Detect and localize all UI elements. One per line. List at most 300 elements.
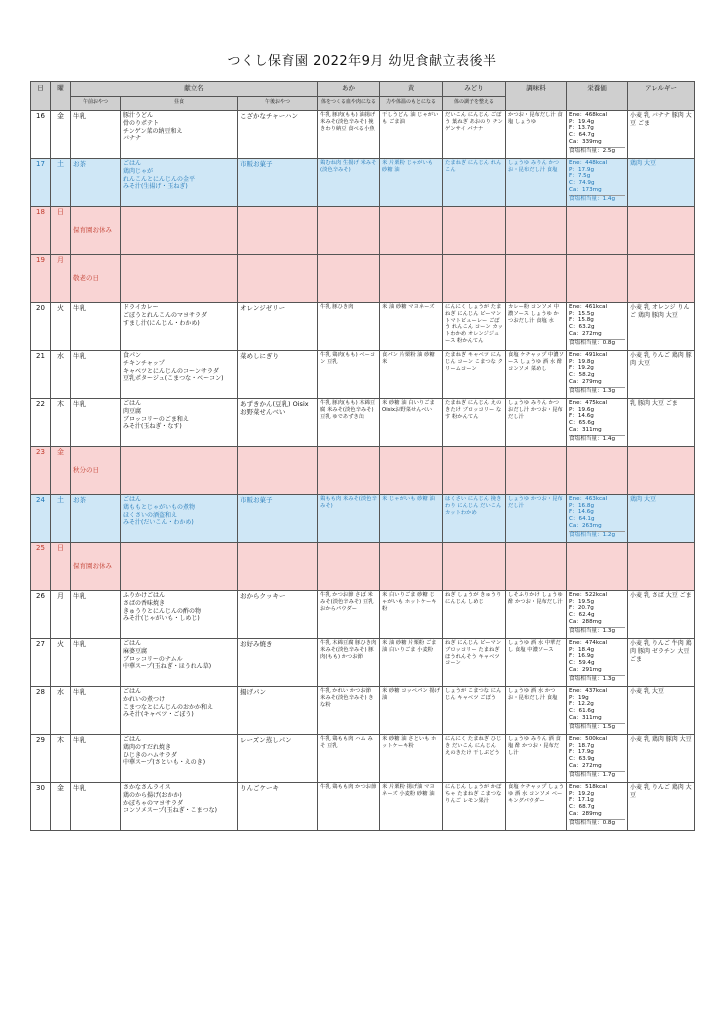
lunch-cell: [121, 399, 238, 447]
nutrition-value: P：19.6g: [569, 406, 595, 413]
nutrition-value: F：12.2g: [569, 701, 594, 708]
dow-cell: 日: [51, 543, 71, 591]
empty-cell: [318, 207, 380, 255]
day-cell: 21: [31, 351, 51, 399]
nutrition-value: Ene：437kcal: [569, 688, 608, 694]
empty-cell: [121, 543, 238, 591]
empty-cell: [238, 447, 318, 495]
lunch-item: きゅうりとにんじんの酢の物: [123, 607, 202, 615]
ki-cell: 干しうどん 油 じゃがいも ごま油: [380, 111, 443, 159]
ki-cell: 米 白いりごま 砂糖 じゃがいも ホットケーキ粉: [380, 591, 443, 639]
empty-cell: [506, 447, 567, 495]
aka-cell: 牛乳 鶏もも肉 かつお節: [318, 783, 380, 831]
empty-cell: [318, 543, 380, 591]
allergy-cell: 小麦 乳 りんご 鶏肉 大豆: [628, 783, 695, 831]
header-aka: あか: [318, 82, 380, 97]
nutrition-cell: [567, 303, 628, 351]
am-snack-cell: 牛乳: [71, 399, 121, 447]
day-cell: 17: [31, 159, 51, 207]
seasoning-cell: カレー粉 コンソメ 中濃ソース しょうゆ かつおだし汁 食塩 水: [506, 303, 567, 351]
empty-cell: [318, 255, 380, 303]
allergy-cell: 小麦 乳 りんご 牛肉 鶏肉 豚肉 ゼラチン 大豆 ごま: [628, 639, 695, 687]
lunch-item: ごはん: [123, 400, 142, 407]
salt-value: 食塩相当量：1.3g: [569, 387, 625, 395]
nutrition-value: Ene：475kcal: [569, 400, 608, 406]
header-midori: みどり: [443, 82, 506, 97]
empty-cell: [380, 207, 443, 255]
nutrition-value: P：15.5g: [569, 310, 595, 317]
empty-cell: [506, 543, 567, 591]
nutrition-value: C：74.9g: [569, 180, 595, 187]
salt-value: 食塩相当量：0.8g: [569, 339, 625, 347]
lunch-item: ひじきのハムサラダ: [123, 751, 177, 759]
aka-cell: 牛乳 鶏もも肉 ハム みそ 豆乳: [318, 735, 380, 783]
header-allergy: アレルギー: [628, 82, 695, 111]
nutrition-cell: [567, 351, 628, 399]
allergy-cell: 小麦 乳 さば 大豆 ごま: [628, 591, 695, 639]
nutrition-value: F：16.9g: [569, 653, 594, 660]
nutrition-value: C：65.6g: [569, 420, 595, 427]
lunch-item: ごはん: [123, 688, 142, 695]
day-cell: 30: [31, 783, 51, 831]
page-title: つくし保育園 2022年9月 幼児食献立表後半: [227, 54, 497, 69]
midori-cell: だいこん にんじん ごぼう 葉ねぎ あおのり チンゲンサイ バナナ: [443, 111, 506, 159]
allergy-cell: 小麦 乳 鶏肉 豚肉 大豆: [628, 735, 695, 783]
header-day: 日: [31, 82, 51, 111]
lunch-item: ごはん: [123, 736, 142, 743]
salt-value: 食塩相当量：1.4g: [569, 435, 625, 443]
salt-value: 食塩相当量：1.4g: [569, 195, 625, 203]
table-row: [31, 639, 695, 687]
pm-snack-cell: レーズン蒸しパン: [238, 735, 318, 783]
nutrition-value: F：7.5g: [569, 173, 591, 180]
table-row: [31, 111, 695, 159]
nutrition-value: Ca：311mg: [569, 714, 602, 721]
nutrition-value: Ca：272mg: [569, 762, 602, 769]
lunch-item: ブロッコリーのナムル: [123, 655, 183, 663]
nutrition-value: Ene：474kcal: [569, 640, 608, 646]
ki-cell: 米 片栗粉 揚げ油 マヨネーズ 小麦粉 砂糖 油: [380, 783, 443, 831]
dow-cell: 火: [51, 639, 71, 687]
day-cell: 18: [31, 207, 51, 255]
nutrition-value: P：18.4g: [569, 646, 595, 653]
lunch-item: 麻婆豆腐: [123, 647, 148, 655]
am-snack-cell: 牛乳: [71, 111, 121, 159]
aka-cell: 牛乳 木綿豆腐 豚ひき肉 米みそ(淡色辛みそ) 豚肉(もも) かつお節: [318, 639, 380, 687]
seasoning-cell: しょうゆ みりん かつお・昆布だし汁 食塩: [506, 159, 567, 207]
header-lunch: 昼食: [121, 97, 238, 111]
header-ki-sub: 力や体温のもとになる: [380, 97, 443, 111]
lunch-item: みそ汁(キャベツ・ごぼう): [123, 711, 194, 719]
header-aka-sub: 体をつくる血や肉になる: [318, 97, 380, 111]
header-menu-name: 献立名: [71, 82, 318, 97]
lunch-item: チキンチャップ: [123, 359, 165, 367]
pm-snack-cell: おからクッキー: [238, 591, 318, 639]
am-snack-cell: 牛乳: [71, 687, 121, 735]
midori-cell: はくさい にんじん 挽きわり にんじん だいこん カットわかめ: [443, 495, 506, 543]
empty-cell: [443, 543, 506, 591]
am-snack-cell: お茶: [71, 159, 121, 207]
header-midori-sub: 体の調子を整える: [443, 97, 506, 111]
lunch-item: 豆乳ポタージュ(こまつな・ベーコン): [123, 375, 224, 383]
day-cell: 25: [31, 543, 51, 591]
nutrition-value: P：19.4g: [569, 118, 595, 125]
salt-value: 食塩相当量：2.5g: [569, 147, 625, 155]
am-snack-cell: 牛乳: [71, 639, 121, 687]
table-row: [31, 351, 695, 399]
allergy-cell: 小麦 乳 オレンジ りんご 鶏肉 豚肉 大豆: [628, 303, 695, 351]
table-row: [31, 207, 695, 255]
nutrition-cell: [567, 591, 628, 639]
ki-cell: 米 油 砂糖 マヨネーズ: [380, 303, 443, 351]
table-row: [31, 783, 695, 831]
nutrition-value: F：14.6g: [569, 413, 594, 420]
nutrition-cell: [567, 159, 628, 207]
nutrition-value: P：18.7g: [569, 742, 595, 749]
pm-snack-cell: お好み焼き: [238, 639, 318, 687]
midori-cell: しょうが こまつな にんじん キャベツ ごぼう: [443, 687, 506, 735]
empty-cell: [443, 255, 506, 303]
allergy-cell: 小麦 乳 バナナ 豚肉 大豆 ごま: [628, 111, 695, 159]
table-row: [31, 495, 695, 543]
aka-cell: 牛乳 豚ひき肉: [318, 303, 380, 351]
lunch-cell: [121, 303, 238, 351]
empty-cell: [443, 207, 506, 255]
empty-cell: [628, 255, 695, 303]
dow-cell: 金: [51, 111, 71, 159]
dow-cell: 木: [51, 735, 71, 783]
nutrition-value: Ene：468kcal: [569, 112, 608, 118]
header-ki: 黄: [380, 82, 443, 97]
pm-snack-cell: 揚げパン: [238, 687, 318, 735]
seasoning-cell: しょうゆ みりん かつおだし汁 かつお・昆布だし汁: [506, 399, 567, 447]
dow-cell: 金: [51, 447, 71, 495]
lunch-cell: [121, 351, 238, 399]
table-header: [31, 82, 695, 111]
holiday-label: 保育園お休み: [71, 543, 121, 591]
nutrition-value: C：58.2g: [569, 372, 595, 379]
lunch-cell: [121, 159, 238, 207]
lunch-item: さかなさんライス: [123, 784, 171, 791]
lunch-item: さばの香味焼き: [123, 599, 166, 607]
dow-cell: 日: [51, 207, 71, 255]
aka-cell: 鶏もも肉 米みそ(淡色辛みそ): [318, 495, 380, 543]
lunch-item: 中華スープ(玉ねぎ・ほうれん草): [123, 663, 212, 671]
am-snack-cell: 牛乳: [71, 783, 121, 831]
lunch-item: ごはん: [123, 160, 142, 167]
day-cell: 22: [31, 399, 51, 447]
lunch-item: ほくさいの酒盗和え: [123, 511, 178, 519]
dow-cell: 土: [51, 159, 71, 207]
aka-cell: 牛乳 豚肉(もも) 油揚げ 米みそ(淡色辛みそ) 挽きわり納豆 食べる小魚: [318, 111, 380, 159]
nutrition-value: F：17.1g: [569, 797, 594, 804]
midori-cell: たまねぎ キャベツ にんじん コーン こまつな クリームコーン: [443, 351, 506, 399]
empty-cell: [567, 207, 628, 255]
midori-cell: ねぎ しょうが きゅうり にんじん しめじ: [443, 591, 506, 639]
pm-snack-cell: りんごケーキ: [238, 783, 318, 831]
salt-value: 食塩相当量：1.7g: [569, 771, 625, 779]
day-cell: 24: [31, 495, 51, 543]
lunch-item: チンゲン菜の納豆和え: [123, 127, 183, 135]
lunch-item: みそ汁(玉ねぎ・なす): [123, 423, 182, 431]
empty-cell: [567, 447, 628, 495]
empty-cell: [443, 447, 506, 495]
lunch-item: かれいの煮つけ: [123, 695, 166, 703]
am-snack-cell: お茶: [71, 495, 121, 543]
seasoning-cell: しょうゆ かつお・昆布だし汁: [506, 495, 567, 543]
dow-cell: 水: [51, 351, 71, 399]
allergy-cell: 乳 豚肉 大豆 ごま: [628, 399, 695, 447]
nutrition-value: Ene：522kcal: [569, 592, 608, 598]
nutrition-value: Ca：291mg: [569, 666, 602, 673]
salt-value: 食塩相当量：1.5g: [569, 723, 625, 731]
lunch-item: ブロッコリーのごま和え: [123, 415, 189, 423]
empty-cell: [121, 207, 238, 255]
aka-cell: 牛乳 豚肉(もも) 木綿豆腐 米みそ(淡色辛みそ) 豆乳 ゆであずき缶: [318, 399, 380, 447]
pm-snack-cell: あずきかん(豆乳) Oisixお野菜せんべい: [238, 399, 318, 447]
ki-cell: 米 じゃがいも 砂糖 油: [380, 495, 443, 543]
nutrition-value: Ca：288mg: [569, 618, 602, 625]
nutrition-value: F：20.7g: [569, 605, 594, 612]
dow-cell: 金: [51, 783, 71, 831]
ki-cell: 米 砂糖 油 さといも ホットケーキ粉: [380, 735, 443, 783]
nutrition-value: Ca：339mg: [569, 138, 602, 145]
lunch-item: みそ汁(だいこん・わかめ): [123, 519, 194, 527]
allergy-cell: 小麦 乳 大豆: [628, 687, 695, 735]
nutrition-value: F：14.6g: [569, 509, 594, 516]
nutrition-cell: [567, 735, 628, 783]
empty-cell: [318, 447, 380, 495]
lunch-item: 骨のりポテト: [123, 119, 160, 127]
pm-snack-cell: 市販お菓子: [238, 159, 318, 207]
table-row: [31, 159, 695, 207]
lunch-item: すまし汁(にんじん・わかめ): [123, 319, 200, 327]
seasoning-cell: 食塩 ケチャップ しょうゆ 酒 水 コンソメ ベーキングパウダー: [506, 783, 567, 831]
allergy-cell: 小麦 乳 りんご 鶏肉 豚肉 大豆: [628, 351, 695, 399]
nutrition-cell: [567, 687, 628, 735]
empty-cell: [380, 447, 443, 495]
nutrition-value: F：15.8g: [569, 317, 594, 324]
empty-cell: [506, 207, 567, 255]
nutrition-value: C：64.7g: [569, 132, 595, 139]
lunch-item: バナナ: [123, 135, 142, 143]
nutrition-value: C：63.2g: [569, 324, 595, 331]
ki-cell: 米 片栗粉 じゃがいも 砂糖 油: [380, 159, 443, 207]
empty-cell: [380, 543, 443, 591]
lunch-cell: [121, 687, 238, 735]
dow-cell: 火: [51, 303, 71, 351]
salt-value: 食塩相当量：1.3g: [569, 675, 625, 683]
seasoning-cell: しそふりかけ しょうゆ 酢 かつお・昆布だし汁: [506, 591, 567, 639]
empty-cell: [121, 447, 238, 495]
am-snack-cell: 牛乳: [71, 735, 121, 783]
lunch-item: 鶏のから揚げ(おかか): [123, 791, 182, 799]
lunch-item: コンソメスープ(玉ねぎ・こまつな): [123, 807, 217, 815]
holiday-label: 保育園お休み: [71, 207, 121, 255]
lunch-cell: [121, 639, 238, 687]
aka-cell: 鶏むね肉 生揚げ 米みそ(淡色辛みそ): [318, 159, 380, 207]
dow-cell: 土: [51, 495, 71, 543]
table-row: [31, 447, 695, 495]
day-cell: 19: [31, 255, 51, 303]
nutrition-value: Ene：463kcal: [569, 496, 608, 502]
table-row: [31, 735, 695, 783]
am-snack-cell: 牛乳: [71, 351, 121, 399]
dow-cell: 月: [51, 255, 71, 303]
pm-snack-cell: こざかなチャーハン: [238, 111, 318, 159]
midori-cell: たまねぎ にんじん えのきたけ ブロッコリー なす 粉かんてん: [443, 399, 506, 447]
lunch-item: ごはん: [123, 640, 142, 647]
ki-cell: 米 油 砂糖 片栗粉 ごま油 白いりごま 小麦粉: [380, 639, 443, 687]
midori-cell: ねぎ にんじん ピーマン ブロッコリー たまねぎ ほうれんそう キャベツ コーン: [443, 639, 506, 687]
header-dow: 曜: [51, 82, 71, 111]
nutrition-value: F：17.9g: [569, 749, 594, 756]
nutrition-value: Ca：289mg: [569, 810, 602, 817]
ki-cell: 食パン 片栗粉 油 砂糖 米: [380, 351, 443, 399]
nutrition-cell: [567, 639, 628, 687]
empty-cell: [567, 255, 628, 303]
lunch-cell: [121, 783, 238, 831]
table-row: [31, 687, 695, 735]
lunch-item: 鶏肉じゃが: [123, 167, 154, 175]
aka-cell: 牛乳 かつお節 さば 米みそ(淡色辛みそ) 豆乳 おからパウダー: [318, 591, 380, 639]
table-row: [31, 303, 695, 351]
lunch-item: れんこんとにんじんの金平: [123, 175, 196, 183]
lunch-item: 中華スープ(さといも・えのき): [123, 759, 206, 767]
nutrition-value: Ene：491kcal: [569, 352, 608, 358]
midori-cell: にんにく たまねぎ ひじき だいこん にんじん えのきたけ 干しぶどう: [443, 735, 506, 783]
allergy-cell: 鶏肉 大豆: [628, 159, 695, 207]
holiday-label: 敬老の日: [71, 255, 121, 303]
ki-cell: 米 砂糖 油 白いりごま Oisixお野菜せんべい: [380, 399, 443, 447]
nutrition-value: Ene：500kcal: [569, 736, 608, 742]
lunch-item: 肉豆腐: [123, 407, 142, 415]
day-cell: 27: [31, 639, 51, 687]
day-cell: 29: [31, 735, 51, 783]
empty-cell: [380, 255, 443, 303]
nutrition-value: Ca：263mg: [569, 522, 602, 529]
nutrition-value: F：19.2g: [569, 365, 594, 372]
nutrition-value: Ene：461kcal: [569, 304, 608, 310]
nutrition-value: C：59.4g: [569, 660, 595, 667]
day-cell: 28: [31, 687, 51, 735]
table-row: [31, 543, 695, 591]
nutrition-value: C：63.9g: [569, 756, 595, 763]
salt-value: 食塩相当量：1.3g: [569, 627, 625, 635]
lunch-cell: [121, 495, 238, 543]
pm-snack-cell: 菜めしにぎり: [238, 351, 318, 399]
seasoning-cell: しょうゆ みりん 酒 食塩 酢 かつお・昆布だし汁: [506, 735, 567, 783]
lunch-item: ふりかけごはん: [123, 592, 166, 599]
nutrition-cell: [567, 783, 628, 831]
lunch-item: みそ汁(生揚げ・玉ねぎ): [123, 183, 188, 191]
nutrition-value: F：13.7g: [569, 125, 594, 132]
midori-cell: たまねぎ にんじん れんこん: [443, 159, 506, 207]
nutrition-value: Ca：272mg: [569, 330, 602, 337]
am-snack-cell: 牛乳: [71, 303, 121, 351]
empty-cell: [238, 207, 318, 255]
aka-cell: 牛乳 鶏肉(もも) ベーコン 豆乳: [318, 351, 380, 399]
nutrition-value: P：19.8g: [569, 358, 595, 365]
lunch-item: 食パン: [123, 352, 142, 359]
empty-cell: [628, 207, 695, 255]
seasoning-cell: しょうゆ 酒 水 中華だし 食塩 中濃ソース: [506, 639, 567, 687]
lunch-item: 鶏肉のすだれ焼き: [123, 743, 172, 751]
nutrition-value: Ene：518kcal: [569, 784, 608, 790]
nutrition-value: Ca：279mg: [569, 378, 602, 385]
nutrition-value: Ca：173mg: [569, 186, 602, 193]
lunch-item: こまつなとにんじんのおかか和え: [123, 703, 214, 711]
empty-cell: [506, 255, 567, 303]
nutrition-value: P：19.5g: [569, 598, 595, 605]
nutrition-value: P：16.8g: [569, 502, 595, 509]
allergy-cell: 鶏肉 大豆: [628, 495, 695, 543]
lunch-item: ごはん: [123, 496, 142, 503]
lunch-item: ドライカレー: [123, 304, 159, 311]
pm-snack-cell: オレンジゼリー: [238, 303, 318, 351]
seasoning-cell: かつお・昆布だし汁 食塩 しょうゆ: [506, 111, 567, 159]
nutrition-value: P：17.9g: [569, 166, 595, 173]
dow-cell: 木: [51, 399, 71, 447]
nutrition-value: C：68.7g: [569, 804, 595, 811]
table-row: [31, 255, 695, 303]
pm-snack-cell: 市販お菓子: [238, 495, 318, 543]
seasoning-cell: 食塩 ケチャップ 中濃ソース しょうゆ 酒 水 酢 コンソメ 菜めし: [506, 351, 567, 399]
nutrition-cell: [567, 111, 628, 159]
salt-value: 食塩相当量：1.2g: [569, 531, 625, 539]
nutrition-value: C：61.6g: [569, 708, 595, 715]
empty-cell: [238, 255, 318, 303]
nutrition-value: P：19.2g: [569, 790, 595, 797]
table-row: [31, 399, 695, 447]
lunch-item: 鶏ももとじゃがいもの煮物: [123, 503, 196, 511]
nutrition-cell: [567, 399, 628, 447]
header-seasoning: 調味料: [506, 82, 567, 111]
lunch-cell: [121, 591, 238, 639]
day-cell: 20: [31, 303, 51, 351]
lunch-item: 豚汁うどん: [123, 112, 154, 119]
midori-cell: にんじん しょうが かぼちゃ たまねぎ こまつな りんご レモン果汁: [443, 783, 506, 831]
table-row: [31, 591, 695, 639]
header-pm-snack: 午後おやつ: [238, 97, 318, 111]
holiday-label: 秋分の日: [71, 447, 121, 495]
menu-table: [30, 81, 695, 831]
table-body: [31, 111, 695, 831]
nutrition-value: Ene：448kcal: [569, 160, 608, 166]
empty-cell: [567, 543, 628, 591]
lunch-item: みそ汁(じゃがいも・しめじ): [123, 615, 200, 623]
aka-cell: 牛乳 かれい かつお節 米みそ(淡色辛みそ) きな粉: [318, 687, 380, 735]
header-am-snack: 午前おやつ: [71, 97, 121, 111]
day-cell: 26: [31, 591, 51, 639]
empty-cell: [121, 255, 238, 303]
empty-cell: [628, 543, 695, 591]
nutrition-value: C：62.4g: [569, 612, 595, 619]
nutrition-value: Ca：311mg: [569, 426, 602, 433]
ki-cell: 米 砂糖 コッペパン 揚げ油: [380, 687, 443, 735]
lunch-item: キャベツとにんじんのコーンサラダ: [123, 367, 219, 375]
salt-value: 食塩相当量：0.8g: [569, 819, 625, 827]
lunch-cell: [121, 735, 238, 783]
day-cell: 23: [31, 447, 51, 495]
midori-cell: にんにく しょうが たまねぎ にんじん ピーマン トマトピューレー ごぼう れんこん コーン カットわかめ オレンジジュース 粉かんてん: [443, 303, 506, 351]
lunch-item: かぼちゃのマヨサラダ: [123, 799, 183, 807]
header-nutrition: 栄養価: [567, 82, 628, 111]
day-cell: 16: [31, 111, 51, 159]
empty-cell: [628, 447, 695, 495]
lunch-cell: [121, 111, 238, 159]
lunch-item: ごぼうとれんこんのマヨサラダ: [123, 311, 207, 319]
